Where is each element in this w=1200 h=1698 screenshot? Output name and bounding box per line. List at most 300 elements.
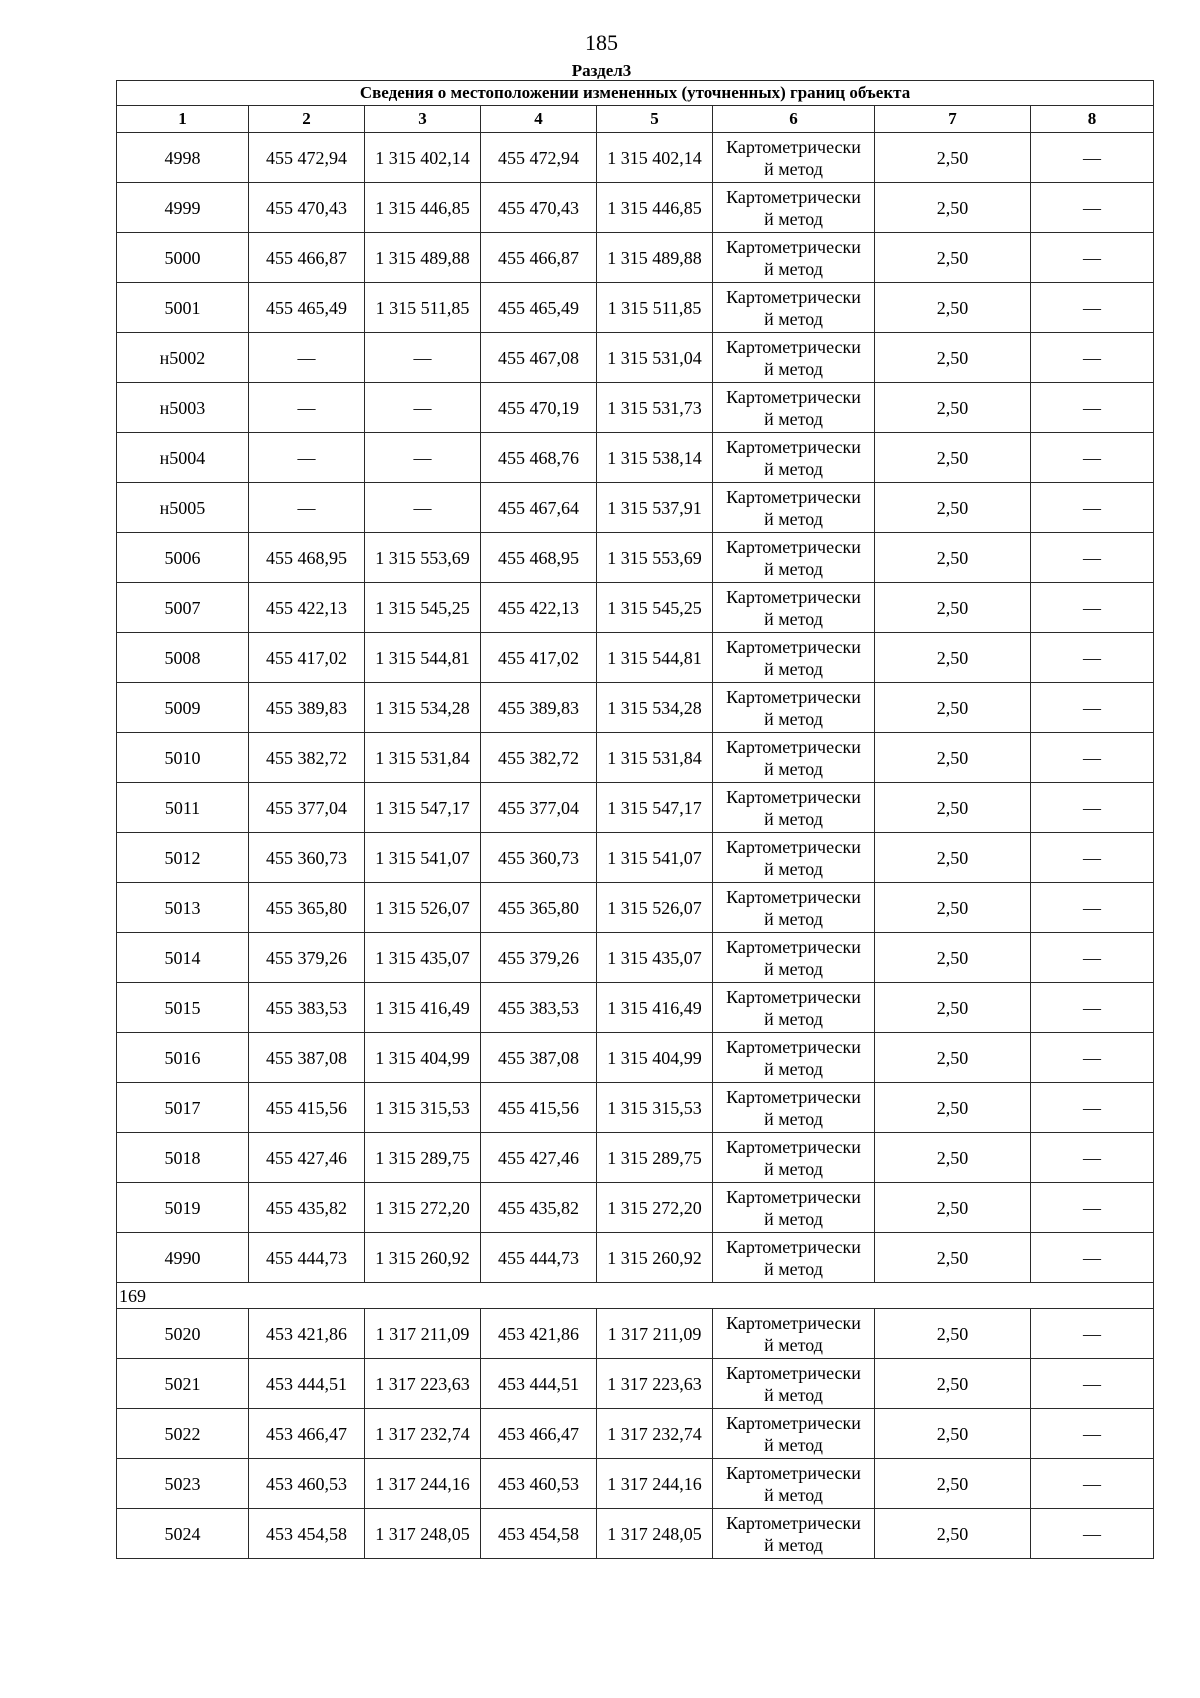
method-text-line: Картометрически — [726, 686, 861, 707]
accuracy-cell: 2,50 — [875, 1183, 1031, 1233]
new-y-cell: 1 315 511,85 — [597, 283, 713, 333]
column-number: 3 — [365, 106, 481, 133]
new-x-cell: 455 466,87 — [481, 233, 597, 283]
method-text-line: й метод — [764, 1208, 823, 1229]
existing-y-cell: 1 317 244,16 — [365, 1459, 481, 1509]
accuracy-cell: 2,50 — [875, 733, 1031, 783]
point-number-cell: 5010 — [117, 733, 249, 783]
point-number-cell: 5018 — [117, 1133, 249, 1183]
method-cell — [713, 1459, 875, 1509]
table-row — [117, 1509, 1154, 1559]
method-text-line: й метод — [764, 1108, 823, 1129]
new-y-cell: 1 315 547,17 — [597, 783, 713, 833]
point-number-cell: 5013 — [117, 883, 249, 933]
accuracy-cell: 2,50 — [875, 1083, 1031, 1133]
existing-y-cell: 1 315 289,75 — [365, 1133, 481, 1183]
method-cell — [713, 383, 875, 433]
new-y-cell: 1 315 553,69 — [597, 533, 713, 583]
new-x-cell: 455 444,73 — [481, 1233, 597, 1283]
method-cell — [713, 1083, 875, 1133]
new-y-cell: 1 315 404,99 — [597, 1033, 713, 1083]
new-y-cell: 1 317 232,74 — [597, 1409, 713, 1459]
column-number-row — [117, 106, 1154, 133]
description-cell: — — [1031, 333, 1154, 383]
new-x-cell: 455 377,04 — [481, 783, 597, 833]
new-x-cell: 455 435,82 — [481, 1183, 597, 1233]
existing-y-cell: 1 315 416,49 — [365, 983, 481, 1033]
accuracy-cell: 2,50 — [875, 1359, 1031, 1409]
new-x-cell: 455 467,08 — [481, 333, 597, 383]
new-x-cell: 455 382,72 — [481, 733, 597, 783]
method-text-line: й метод — [764, 1434, 823, 1455]
method-text-line: й метод — [764, 858, 823, 879]
method-text-line: Картометрически — [726, 1312, 861, 1333]
table-row — [117, 183, 1154, 233]
accuracy-cell: 2,50 — [875, 683, 1031, 733]
method-text-line: й метод — [764, 658, 823, 679]
method-text-line: й метод — [764, 458, 823, 479]
table-row — [117, 1359, 1154, 1409]
method-cell — [713, 633, 875, 683]
new-y-cell: 1 315 534,28 — [597, 683, 713, 733]
description-cell: — — [1031, 233, 1154, 283]
new-y-cell: 1 315 531,04 — [597, 333, 713, 383]
boundary-coordinates-table — [116, 80, 1154, 1559]
new-y-cell: 1 317 211,09 — [597, 1309, 713, 1359]
accuracy-cell: 2,50 — [875, 933, 1031, 983]
accuracy-cell: 2,50 — [875, 983, 1031, 1033]
accuracy-cell: 2,50 — [875, 783, 1031, 833]
method-text-line: Картометрически — [726, 1362, 861, 1383]
point-number-cell: 5017 — [117, 1083, 249, 1133]
existing-y-cell: 1 317 223,63 — [365, 1359, 481, 1409]
new-x-cell: 455 365,80 — [481, 883, 597, 933]
description-cell: — — [1031, 933, 1154, 983]
existing-x-cell: 455 383,53 — [249, 983, 365, 1033]
accuracy-cell: 2,50 — [875, 1459, 1031, 1509]
method-text-line: Картометрически — [726, 236, 861, 257]
new-x-cell: 455 389,83 — [481, 683, 597, 733]
description-cell: — — [1031, 783, 1154, 833]
new-y-cell: 1 315 402,14 — [597, 133, 713, 183]
method-cell — [713, 933, 875, 983]
new-x-cell: 455 387,08 — [481, 1033, 597, 1083]
table-row — [117, 1133, 1154, 1183]
existing-y-cell: 1 315 547,17 — [365, 783, 481, 833]
existing-y-cell: 1 315 272,20 — [365, 1183, 481, 1233]
table-row — [117, 783, 1154, 833]
point-number-cell: 5007 — [117, 583, 249, 633]
existing-y-cell: 1 317 232,74 — [365, 1409, 481, 1459]
method-text-line: й метод — [764, 908, 823, 929]
method-text-line: Картометрически — [726, 636, 861, 657]
description-cell: — — [1031, 1459, 1154, 1509]
accuracy-cell: 2,50 — [875, 1509, 1031, 1559]
column-number: 5 — [597, 106, 713, 133]
existing-x-cell: 455 468,95 — [249, 533, 365, 583]
description-cell: — — [1031, 583, 1154, 633]
new-x-cell: 453 466,47 — [481, 1409, 597, 1459]
new-x-cell: 455 470,43 — [481, 183, 597, 233]
point-number-cell: 5014 — [117, 933, 249, 983]
table-row — [117, 483, 1154, 533]
description-cell: — — [1031, 433, 1154, 483]
description-cell: — — [1031, 1233, 1154, 1283]
method-text-line: Картометрически — [726, 1512, 861, 1533]
new-y-cell: 1 315 526,07 — [597, 883, 713, 933]
accuracy-cell: 2,50 — [875, 233, 1031, 283]
new-y-cell: 1 315 545,25 — [597, 583, 713, 633]
table-row — [117, 383, 1154, 433]
method-text-line: й метод — [764, 808, 823, 829]
existing-x-cell: 455 379,26 — [249, 933, 365, 983]
existing-y-cell: 1 315 531,84 — [365, 733, 481, 783]
method-text-line: й метод — [764, 558, 823, 579]
column-number: 4 — [481, 106, 597, 133]
method-text-line: й метод — [764, 1008, 823, 1029]
accuracy-cell: 2,50 — [875, 333, 1031, 383]
existing-x-cell: — — [249, 383, 365, 433]
existing-x-cell: 455 360,73 — [249, 833, 365, 883]
new-x-cell: 453 454,58 — [481, 1509, 597, 1559]
new-x-cell: 453 460,53 — [481, 1459, 597, 1509]
existing-y-cell: 1 317 248,05 — [365, 1509, 481, 1559]
existing-x-cell: 453 444,51 — [249, 1359, 365, 1409]
point-number-cell: н5005 — [117, 483, 249, 533]
accuracy-cell: 2,50 — [875, 483, 1031, 533]
method-cell — [713, 683, 875, 733]
method-text-line: Картометрически — [726, 736, 861, 757]
table-row — [117, 1309, 1154, 1359]
description-cell: — — [1031, 1083, 1154, 1133]
column-number: 8 — [1031, 106, 1154, 133]
point-number-cell: 5012 — [117, 833, 249, 883]
table-row — [117, 1033, 1154, 1083]
method-text-line: Картометрически — [726, 1462, 861, 1483]
existing-x-cell: 455 465,49 — [249, 283, 365, 333]
new-y-cell: 1 317 248,05 — [597, 1509, 713, 1559]
existing-x-cell: 453 466,47 — [249, 1409, 365, 1459]
accuracy-cell: 2,50 — [875, 1309, 1031, 1359]
point-number-cell: 5000 — [117, 233, 249, 283]
new-x-cell: 455 415,56 — [481, 1083, 597, 1133]
description-cell: — — [1031, 1133, 1154, 1183]
table-row — [117, 533, 1154, 583]
existing-x-cell: 455 470,43 — [249, 183, 365, 233]
table-row — [117, 1409, 1154, 1459]
accuracy-cell: 2,50 — [875, 183, 1031, 233]
accuracy-cell: 2,50 — [875, 633, 1031, 683]
method-text-line: Картометрически — [726, 486, 861, 507]
table-row — [117, 683, 1154, 733]
new-x-cell: 455 379,26 — [481, 933, 597, 983]
method-text-line: й метод — [764, 158, 823, 179]
method-text-line: й метод — [764, 1258, 823, 1279]
method-cell — [713, 1359, 875, 1409]
method-text-line: Картометрически — [726, 1086, 861, 1107]
group-label: 169 — [117, 1283, 1154, 1309]
method-text-line: й метод — [764, 1058, 823, 1079]
accuracy-cell: 2,50 — [875, 1033, 1031, 1083]
point-number-cell: 5009 — [117, 683, 249, 733]
accuracy-cell: 2,50 — [875, 1233, 1031, 1283]
existing-x-cell: — — [249, 433, 365, 483]
point-number-cell: н5004 — [117, 433, 249, 483]
existing-x-cell: 453 421,86 — [249, 1309, 365, 1359]
accuracy-cell: 2,50 — [875, 833, 1031, 883]
point-number-cell: 5024 — [117, 1509, 249, 1559]
description-cell: — — [1031, 1509, 1154, 1559]
new-x-cell: 455 465,49 — [481, 283, 597, 333]
existing-y-cell: 1 315 544,81 — [365, 633, 481, 683]
existing-x-cell: — — [249, 483, 365, 533]
point-number-cell: 5016 — [117, 1033, 249, 1083]
method-cell — [713, 433, 875, 483]
existing-y-cell: 1 317 211,09 — [365, 1309, 481, 1359]
method-text-line: й метод — [764, 1158, 823, 1179]
method-cell — [713, 1133, 875, 1183]
method-text-line: Картометрически — [726, 1412, 861, 1433]
accuracy-cell: 2,50 — [875, 433, 1031, 483]
table-row — [117, 233, 1154, 283]
point-number-cell: 5021 — [117, 1359, 249, 1409]
existing-y-cell: 1 315 489,88 — [365, 233, 481, 283]
existing-y-cell: — — [365, 383, 481, 433]
method-cell — [713, 1183, 875, 1233]
description-cell: — — [1031, 1409, 1154, 1459]
column-number: 7 — [875, 106, 1031, 133]
new-x-cell: 455 417,02 — [481, 633, 597, 683]
point-number-cell: 5022 — [117, 1409, 249, 1459]
method-text-line: Картометрически — [726, 936, 861, 957]
point-number-cell: 5019 — [117, 1183, 249, 1233]
description-cell: — — [1031, 883, 1154, 933]
existing-y-cell: 1 315 511,85 — [365, 283, 481, 333]
existing-x-cell: 455 472,94 — [249, 133, 365, 183]
existing-y-cell: — — [365, 433, 481, 483]
method-text-line: Картометрически — [726, 386, 861, 407]
point-number-cell: 5011 — [117, 783, 249, 833]
new-x-cell: 453 421,86 — [481, 1309, 597, 1359]
description-cell: — — [1031, 833, 1154, 883]
accuracy-cell: 2,50 — [875, 883, 1031, 933]
method-text-line: й метод — [764, 358, 823, 379]
existing-y-cell: 1 315 402,14 — [365, 133, 481, 183]
description-cell: — — [1031, 633, 1154, 683]
existing-y-cell: 1 315 545,25 — [365, 583, 481, 633]
table-row — [117, 333, 1154, 383]
existing-x-cell: 455 377,04 — [249, 783, 365, 833]
description-cell: — — [1031, 1359, 1154, 1409]
accuracy-cell: 2,50 — [875, 583, 1031, 633]
method-text-line: й метод — [764, 308, 823, 329]
method-cell — [713, 1409, 875, 1459]
new-y-cell: 1 315 538,14 — [597, 433, 713, 483]
method-text-line: Картометрически — [726, 1186, 861, 1207]
point-number-cell: 5006 — [117, 533, 249, 583]
method-cell — [713, 133, 875, 183]
description-cell: — — [1031, 1183, 1154, 1233]
new-y-cell: 1 315 416,49 — [597, 983, 713, 1033]
new-x-cell: 455 467,64 — [481, 483, 597, 533]
method-cell — [713, 1033, 875, 1083]
new-y-cell: 1 317 223,63 — [597, 1359, 713, 1409]
method-text-line: й метод — [764, 1384, 823, 1405]
method-cell — [713, 883, 875, 933]
column-number: 2 — [249, 106, 365, 133]
method-cell — [713, 983, 875, 1033]
existing-x-cell: 455 427,46 — [249, 1133, 365, 1183]
method-text-line: Картометрически — [726, 586, 861, 607]
method-text-line: Картометрически — [726, 886, 861, 907]
method-text-line: Картометрически — [726, 186, 861, 207]
table-row — [117, 833, 1154, 883]
existing-y-cell: 1 315 541,07 — [365, 833, 481, 883]
table-row — [117, 1083, 1154, 1133]
existing-x-cell: 455 422,13 — [249, 583, 365, 633]
existing-x-cell: 455 444,73 — [249, 1233, 365, 1283]
point-number-cell: 5015 — [117, 983, 249, 1033]
point-number-cell: 4999 — [117, 183, 249, 233]
existing-x-cell: 455 417,02 — [249, 633, 365, 683]
method-text-line: Картометрически — [726, 1236, 861, 1257]
method-cell — [713, 233, 875, 283]
existing-y-cell: 1 315 315,53 — [365, 1083, 481, 1133]
existing-x-cell: 455 387,08 — [249, 1033, 365, 1083]
method-text-line: й метод — [764, 208, 823, 229]
new-y-cell: 1 315 531,84 — [597, 733, 713, 783]
point-number-cell: н5002 — [117, 333, 249, 383]
method-text-line: й метод — [764, 1484, 823, 1505]
new-x-cell: 455 383,53 — [481, 983, 597, 1033]
method-cell — [713, 783, 875, 833]
table-row — [117, 1459, 1154, 1509]
method-cell — [713, 1509, 875, 1559]
method-text-line: й метод — [764, 958, 823, 979]
new-x-cell: 453 444,51 — [481, 1359, 597, 1409]
existing-x-cell: 453 454,58 — [249, 1509, 365, 1559]
new-y-cell: 1 315 541,07 — [597, 833, 713, 883]
new-x-cell: 455 468,95 — [481, 533, 597, 583]
method-cell — [713, 1309, 875, 1359]
method-text-line: Картометрически — [726, 836, 861, 857]
existing-y-cell: 1 315 404,99 — [365, 1033, 481, 1083]
table-row — [117, 133, 1154, 183]
point-number-cell: 5023 — [117, 1459, 249, 1509]
table-row — [117, 883, 1154, 933]
description-cell: — — [1031, 983, 1154, 1033]
description-cell: — — [1031, 533, 1154, 583]
method-text-line: Картометрически — [726, 986, 861, 1007]
table-row — [117, 733, 1154, 783]
new-y-cell: 1 315 446,85 — [597, 183, 713, 233]
method-cell — [713, 583, 875, 633]
existing-y-cell: 1 315 553,69 — [365, 533, 481, 583]
new-y-cell: 1 315 531,73 — [597, 383, 713, 433]
point-number-cell: 4990 — [117, 1233, 249, 1283]
table-row — [117, 433, 1154, 483]
new-x-cell: 455 360,73 — [481, 833, 597, 883]
method-text-line: Картометрически — [726, 286, 861, 307]
accuracy-cell: 2,50 — [875, 1133, 1031, 1183]
method-text-line: й метод — [764, 408, 823, 429]
existing-x-cell: 455 382,72 — [249, 733, 365, 783]
accuracy-cell: 2,50 — [875, 383, 1031, 433]
existing-y-cell: — — [365, 333, 481, 383]
existing-x-cell: 455 415,56 — [249, 1083, 365, 1133]
description-cell: — — [1031, 683, 1154, 733]
column-number: 6 — [713, 106, 875, 133]
method-cell — [713, 833, 875, 883]
method-text-line: й метод — [764, 708, 823, 729]
new-y-cell: 1 315 544,81 — [597, 633, 713, 683]
method-text-line: й метод — [764, 1534, 823, 1555]
existing-x-cell: — — [249, 333, 365, 383]
table-row — [117, 583, 1154, 633]
section-title: Раздел3 — [571, 61, 632, 80]
method-cell — [713, 1233, 875, 1283]
table-row — [117, 633, 1154, 683]
method-cell — [713, 483, 875, 533]
method-text-line: Картометрически — [726, 536, 861, 557]
point-number-cell: 5008 — [117, 633, 249, 683]
description-cell: — — [1031, 1033, 1154, 1083]
new-x-cell: 455 427,46 — [481, 1133, 597, 1183]
new-y-cell: 1 315 289,75 — [597, 1133, 713, 1183]
new-y-cell: 1 315 435,07 — [597, 933, 713, 983]
existing-x-cell: 453 460,53 — [249, 1459, 365, 1509]
table-row — [117, 283, 1154, 333]
accuracy-cell: 2,50 — [875, 533, 1031, 583]
method-cell — [713, 283, 875, 333]
table-caption: Сведения о местоположении измененных (уточненных) границ объекта — [117, 81, 1154, 106]
point-number-cell: 5001 — [117, 283, 249, 333]
description-cell: — — [1031, 133, 1154, 183]
method-cell — [713, 733, 875, 783]
method-cell — [713, 333, 875, 383]
existing-y-cell: 1 315 446,85 — [365, 183, 481, 233]
description-cell: — — [1031, 1309, 1154, 1359]
page-number: 185 — [585, 30, 618, 55]
method-text-line: й метод — [764, 258, 823, 279]
existing-y-cell: — — [365, 483, 481, 533]
method-cell — [713, 183, 875, 233]
description-cell: — — [1031, 383, 1154, 433]
existing-x-cell: 455 365,80 — [249, 883, 365, 933]
method-text-line: й метод — [764, 608, 823, 629]
accuracy-cell: 2,50 — [875, 1409, 1031, 1459]
method-text-line: Картометрически — [726, 786, 861, 807]
method-text-line: Картометрически — [726, 1036, 861, 1057]
method-text-line: Картометрически — [726, 336, 861, 357]
new-y-cell: 1 315 489,88 — [597, 233, 713, 283]
method-text-line: й метод — [764, 758, 823, 779]
method-text-line: Картометрически — [726, 136, 861, 157]
existing-y-cell: 1 315 526,07 — [365, 883, 481, 933]
existing-x-cell: 455 389,83 — [249, 683, 365, 733]
column-number: 1 — [117, 106, 249, 133]
point-number-cell: 4998 — [117, 133, 249, 183]
method-text-line: й метод — [764, 508, 823, 529]
existing-y-cell: 1 315 435,07 — [365, 933, 481, 983]
new-x-cell: 455 472,94 — [481, 133, 597, 183]
new-y-cell: 1 315 260,92 — [597, 1233, 713, 1283]
existing-x-cell: 455 466,87 — [249, 233, 365, 283]
point-number-cell: н5003 — [117, 383, 249, 433]
existing-y-cell: 1 315 534,28 — [365, 683, 481, 733]
description-cell: — — [1031, 733, 1154, 783]
method-text-line: Картометрически — [726, 436, 861, 457]
